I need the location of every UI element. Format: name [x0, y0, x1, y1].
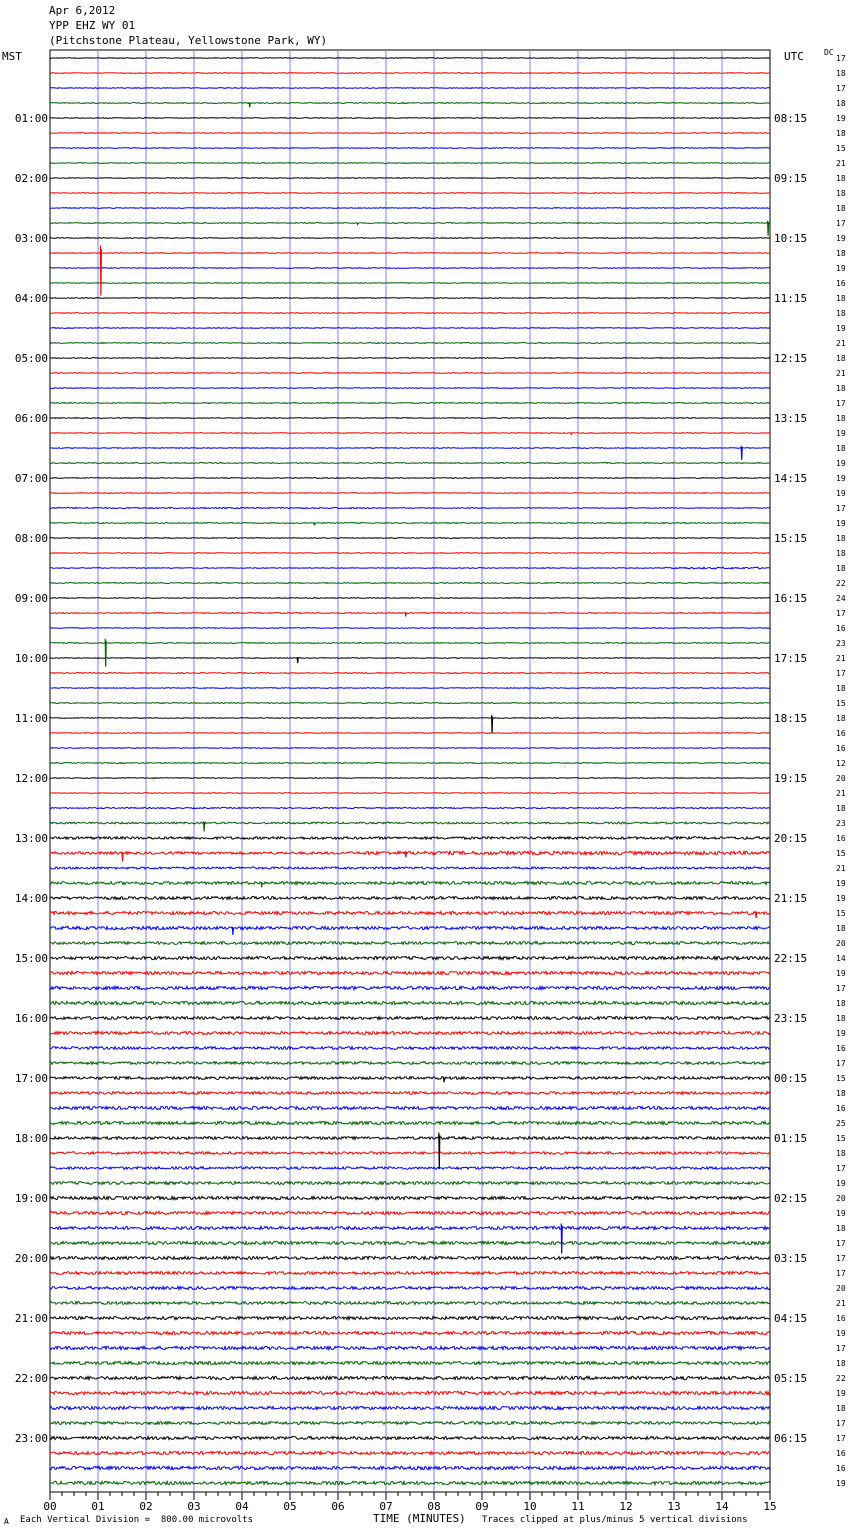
dc-offset-value: 17	[836, 1419, 846, 1428]
seismic-trace	[50, 553, 770, 554]
right-hour-label: 11:15	[774, 292, 808, 305]
seismic-trace	[50, 208, 770, 209]
seismic-trace	[50, 1316, 770, 1319]
seismic-trace	[50, 88, 770, 89]
dc-offset-value: 18	[836, 1014, 846, 1023]
seismic-trace	[50, 133, 770, 134]
seismic-trace	[50, 1001, 770, 1004]
dc-offset-value: 21	[836, 654, 846, 663]
seismic-trace	[50, 1121, 770, 1124]
event-spike	[297, 657, 298, 663]
seismic-trace	[50, 1182, 770, 1185]
seismic-trace	[50, 118, 770, 119]
dc-offset-value: 18	[836, 549, 846, 558]
x-tick-label: 02	[139, 1500, 153, 1513]
seismic-trace	[50, 763, 770, 764]
dc-offset-value: 16	[836, 834, 846, 843]
dc-offset-value: 20	[836, 1194, 846, 1203]
right-hour-label: 10:15	[774, 232, 808, 245]
seismic-trace	[50, 1451, 770, 1454]
dc-offset-value: 17	[836, 984, 846, 993]
seismic-trace	[50, 688, 770, 689]
seismic-trace	[50, 1077, 770, 1080]
left-hour-label: 02:00	[14, 172, 48, 185]
x-tick-label: 15	[763, 1500, 777, 1513]
seismic-trace	[50, 1481, 770, 1484]
seismic-trace	[50, 1106, 770, 1109]
seismic-trace	[50, 643, 770, 644]
event-spike	[314, 523, 315, 526]
dc-offset-value: 19	[836, 1029, 846, 1038]
x-tick-label: 09	[475, 1500, 489, 1513]
seismic-trace	[50, 1391, 770, 1394]
x-tick-label: 10	[523, 1500, 537, 1513]
dc-offset-value: 25	[836, 1119, 846, 1128]
dc-offset-value: 21	[836, 864, 846, 873]
seismic-trace	[50, 178, 770, 179]
event-spike	[768, 221, 769, 236]
dc-offset-value: 17	[836, 669, 846, 678]
seismic-trace	[50, 733, 770, 734]
left-hour-label: 13:00	[14, 832, 48, 845]
dc-offset-value: 18	[836, 309, 846, 318]
dc-offset-value: 19	[836, 234, 846, 243]
right-hour-label: 20:15	[774, 832, 808, 845]
dc-offset-value: 16	[836, 1464, 846, 1473]
seismic-trace	[50, 867, 770, 869]
dc-offset-value: 19	[836, 969, 846, 978]
dc-offset-value: 16	[836, 1449, 846, 1458]
x-tick-label: 08	[427, 1500, 441, 1513]
x-tick-label: 14	[715, 1500, 729, 1513]
seismic-trace	[50, 567, 770, 569]
seismic-trace	[50, 897, 770, 900]
event-spike	[571, 433, 572, 435]
event-spike	[741, 446, 742, 460]
dc-offset-value: 19	[836, 264, 846, 273]
seismic-trace	[50, 148, 770, 149]
dc-offset-value: 24	[836, 594, 846, 603]
left-hour-label: 09:00	[14, 592, 48, 605]
dc-offset-value: 19	[836, 1389, 846, 1398]
event-spike	[357, 223, 358, 225]
seismic-trace	[50, 628, 770, 629]
seismic-trace	[50, 1346, 770, 1349]
seismic-trace	[50, 268, 770, 269]
x-tick-label: 11	[571, 1500, 585, 1513]
dc-offset-value: 18	[836, 1224, 846, 1233]
dc-offset-value: 18	[836, 129, 846, 138]
event-spike	[405, 612, 406, 616]
dc-offset-value: 17	[836, 54, 846, 63]
seismic-trace	[50, 298, 770, 299]
dc-offset-value: 18	[836, 804, 846, 813]
seismic-trace	[50, 103, 770, 104]
seismic-trace	[50, 926, 770, 929]
event-spike	[122, 852, 123, 862]
left-hour-label: 05:00	[14, 352, 48, 365]
dc-offset-value: 16	[836, 1104, 846, 1113]
event-spike	[100, 246, 101, 296]
dc-offset-value: 19	[836, 324, 846, 333]
x-tick-label: 12	[619, 1500, 633, 1513]
event-spike	[405, 852, 406, 857]
station-location: (Pitchstone Plateau, Yellowstone Park, WY)	[49, 34, 328, 47]
seismic-trace	[50, 1017, 770, 1020]
dc-offset-value: 19	[836, 114, 846, 123]
seismic-trace	[50, 778, 770, 779]
dc-offset-value: 21	[836, 1299, 846, 1308]
dc-offset-value: 19	[836, 894, 846, 903]
dc-offset-value: 19	[836, 879, 846, 888]
seismic-trace	[50, 1226, 770, 1229]
dc-offset-value: 15	[836, 909, 846, 918]
left-hour-label: 22:00	[14, 1372, 48, 1385]
right-hour-label: 23:15	[774, 1012, 808, 1025]
seismic-trace	[50, 882, 770, 885]
dc-offset-value: 23	[836, 819, 846, 828]
dc-offset-value: 19	[836, 519, 846, 528]
seismic-trace	[50, 1406, 770, 1409]
seismic-trace	[50, 523, 770, 524]
dc-offset-value: 18	[836, 1089, 846, 1098]
dc-offset-value: 21	[836, 789, 846, 798]
seismic-trace	[50, 851, 770, 855]
event-spike	[439, 1133, 440, 1169]
seismic-trace	[50, 403, 770, 404]
station-code: YPP EHZ WY 01	[49, 19, 136, 32]
right-hour-label: 16:15	[774, 592, 808, 605]
event-spike	[561, 1224, 562, 1254]
right-hour-label: 21:15	[774, 892, 808, 905]
seismic-trace	[50, 613, 770, 614]
dc-offset-value: 18	[836, 189, 846, 198]
x-tick-label: 06	[331, 1500, 345, 1513]
seismic-trace	[50, 1376, 770, 1379]
seismic-trace	[50, 1241, 770, 1244]
dc-offset-value: 18	[836, 534, 846, 543]
dc-offset-value: 15	[836, 1074, 846, 1083]
dc-offset-value: 22	[836, 1374, 846, 1383]
dc-offset-value: 21	[836, 369, 846, 378]
dc-offset-value: 18	[836, 999, 846, 1008]
dc-offset-value: 15	[836, 849, 846, 858]
footer-marker: A	[4, 1517, 9, 1526]
dc-offset-value: 16	[836, 729, 846, 738]
dc-offset-value: 15	[836, 144, 846, 153]
seismic-trace	[50, 583, 770, 584]
dc-offset-value: 16	[836, 1314, 846, 1323]
seismic-trace	[50, 598, 770, 599]
seismic-trace	[50, 1032, 770, 1035]
event-spike	[105, 639, 106, 667]
dc-offset-value: 17	[836, 1344, 846, 1353]
event-spike	[261, 882, 262, 887]
left-hour-label: 03:00	[14, 232, 48, 245]
dc-offset-value: 23	[836, 639, 846, 648]
seismic-trace	[50, 1196, 770, 1199]
seismic-trace	[50, 1422, 770, 1425]
left-hour-label: 10:00	[14, 652, 48, 665]
dc-offset-value: 18	[836, 924, 846, 933]
x-tick-label: 00	[43, 1500, 57, 1513]
seismic-trace	[50, 223, 770, 224]
x-tick-label: 01	[91, 1500, 105, 1513]
recording-date: Apr 6,2012	[49, 4, 116, 17]
dc-offset-value: 18	[836, 99, 846, 108]
dc-offset-value: 19	[836, 489, 846, 498]
dc-offset-value: 19	[836, 1329, 846, 1338]
seismic-trace	[50, 971, 770, 974]
seismic-trace	[50, 358, 770, 359]
left-hour-label: 17:00	[14, 1072, 48, 1085]
right-hour-label: 09:15	[774, 172, 808, 185]
dc-offset-value: 17	[836, 399, 846, 408]
seismic-trace	[50, 1256, 770, 1259]
dc-offset-value: 12	[836, 759, 846, 768]
seismic-trace	[50, 283, 770, 284]
right-hour-label: 14:15	[774, 472, 808, 485]
seismic-trace	[50, 388, 770, 389]
right-hour-label: 06:15	[774, 1432, 808, 1445]
left-hour-label: 04:00	[14, 292, 48, 305]
right-hour-label: 04:15	[774, 1312, 808, 1325]
dc-offset-value: 17	[836, 1239, 846, 1248]
dc-offset-value: 17	[836, 84, 846, 93]
dc-offset-value: 18	[836, 1149, 846, 1158]
dc-offset-value: 15	[836, 699, 846, 708]
right-hour-label: 03:15	[774, 1252, 808, 1265]
right-hour-label: 12:15	[774, 352, 808, 365]
left-hour-label: 18:00	[14, 1132, 48, 1145]
right-hour-label: 01:15	[774, 1132, 808, 1145]
left-hour-label: 14:00	[14, 892, 48, 905]
seismic-trace	[50, 1137, 770, 1140]
seismic-trace	[50, 253, 770, 254]
seismic-trace	[50, 956, 770, 959]
right-hour-label: 08:15	[774, 112, 808, 125]
right-hour-label: 00:15	[774, 1072, 808, 1085]
left-axis-title: MST	[2, 50, 22, 63]
seismic-trace	[50, 1211, 770, 1214]
right-hour-label: 19:15	[774, 772, 808, 785]
dc-offset-value: 17	[836, 504, 846, 513]
seismic-trace	[50, 193, 770, 194]
plot-frame	[50, 50, 770, 1492]
event-spike	[232, 927, 233, 935]
clip-note: Traces clipped at plus/minus 5 vertical divisions	[482, 1515, 748, 1525]
dc-offset-value: 19	[836, 1209, 846, 1218]
seismic-trace	[50, 822, 770, 824]
left-hour-label: 08:00	[14, 532, 48, 545]
dc-offset-value: 18	[836, 294, 846, 303]
dc-offset-value: 18	[836, 444, 846, 453]
right-hour-label: 22:15	[774, 952, 808, 965]
seismic-trace	[50, 793, 770, 794]
left-hour-label: 01:00	[14, 112, 48, 125]
dc-offset-value: 18	[836, 204, 846, 213]
dc-offset-value: 16	[836, 279, 846, 288]
seismic-trace	[50, 418, 770, 419]
x-tick-label: 03	[187, 1500, 201, 1513]
right-hour-label: 13:15	[774, 412, 808, 425]
seismic-trace	[50, 718, 770, 719]
dc-offset-value: 14	[836, 954, 846, 963]
trace-layer	[50, 58, 770, 1485]
left-hour-label: 06:00	[14, 412, 48, 425]
seismic-trace	[50, 343, 770, 344]
right-axis-title: UTC	[784, 50, 804, 63]
left-hour-label: 20:00	[14, 1252, 48, 1265]
left-hour-label: 07:00	[14, 472, 48, 485]
label-layer	[15, 54, 846, 1513]
seismic-trace	[50, 163, 770, 164]
dc-offset-value: 22	[836, 579, 846, 588]
dc-offset-value: 18	[836, 684, 846, 693]
seismic-trace	[50, 658, 770, 659]
dc-offset-value: 17	[836, 219, 846, 228]
scale-note: Each Vertical Division = 800.00 microvolts	[20, 1515, 253, 1525]
event-spike	[492, 715, 493, 733]
seismic-trace	[50, 1062, 770, 1065]
dc-column-title: DC	[824, 48, 834, 57]
dc-offset-value: 18	[836, 714, 846, 723]
dc-offset-value: 20	[836, 939, 846, 948]
left-hour-label: 21:00	[14, 1312, 48, 1325]
dc-offset-value: 17	[836, 1254, 846, 1263]
dc-offset-value: 20	[836, 1284, 846, 1293]
seismic-trace	[50, 478, 770, 479]
seismic-trace	[50, 238, 770, 239]
dc-offset-value: 18	[836, 564, 846, 573]
dc-offset-value: 18	[836, 384, 846, 393]
dc-offset-value: 17	[836, 1059, 846, 1068]
dc-offset-value: 18	[836, 69, 846, 78]
x-axis-title: TIME (MINUTES)	[373, 1512, 466, 1525]
dc-offset-value: 16	[836, 1044, 846, 1053]
left-hour-label: 11:00	[14, 712, 48, 725]
seismic-trace	[50, 1331, 770, 1334]
right-hour-label: 15:15	[774, 532, 808, 545]
seismic-trace	[50, 463, 770, 464]
seismic-trace	[50, 1152, 770, 1155]
seismic-trace	[50, 493, 770, 494]
dc-offset-value: 17	[836, 1164, 846, 1173]
seismic-trace	[50, 703, 770, 704]
x-tick-label: 05	[283, 1500, 297, 1513]
dc-offset-value: 16	[836, 624, 846, 633]
seismic-trace	[50, 1167, 770, 1170]
right-hour-label: 17:15	[774, 652, 808, 665]
left-hour-label: 15:00	[14, 952, 48, 965]
seismic-trace	[50, 73, 770, 74]
dc-offset-value: 19	[836, 1479, 846, 1488]
event-spike	[249, 102, 250, 107]
seismic-trace	[50, 673, 770, 674]
seismic-trace	[50, 942, 770, 945]
seismic-trace	[50, 1466, 770, 1469]
left-hour-label: 19:00	[14, 1192, 48, 1205]
seismic-trace	[50, 748, 770, 749]
dc-offset-value: 21	[836, 159, 846, 168]
right-hour-label: 18:15	[774, 712, 808, 725]
seismic-trace	[50, 1272, 770, 1275]
seismic-trace	[50, 313, 770, 314]
seismic-trace	[50, 538, 770, 539]
seismic-trace	[50, 1287, 770, 1290]
dc-offset-value: 18	[836, 1359, 846, 1368]
dc-offset-value: 18	[836, 174, 846, 183]
seismic-trace	[50, 1092, 770, 1095]
event-spike	[756, 912, 757, 918]
seismic-trace	[50, 986, 770, 989]
seismic-trace	[50, 807, 770, 808]
dc-offset-value: 19	[836, 474, 846, 483]
seismic-trace	[50, 1047, 770, 1050]
left-hour-label: 16:00	[14, 1012, 48, 1025]
event-spike	[444, 1077, 445, 1082]
dc-offset-value: 17	[836, 1434, 846, 1443]
seismic-trace	[50, 1302, 770, 1305]
dc-offset-value: 19	[836, 459, 846, 468]
dc-offset-value: 18	[836, 1404, 846, 1413]
seismic-trace	[50, 373, 770, 374]
dc-offset-value: 15	[836, 1134, 846, 1143]
dc-offset-value: 18	[836, 249, 846, 258]
dc-offset-value: 17	[836, 1269, 846, 1278]
dc-offset-value: 18	[836, 354, 846, 363]
seismic-trace	[50, 507, 770, 508]
dc-offset-value: 20	[836, 774, 846, 783]
left-hour-label: 12:00	[14, 772, 48, 785]
right-hour-label: 05:15	[774, 1372, 808, 1385]
seismic-trace	[50, 58, 770, 59]
seismic-trace	[50, 448, 770, 449]
x-tick-label: 13	[667, 1500, 681, 1513]
dc-offset-value: 21	[836, 339, 846, 348]
seismic-trace	[50, 911, 770, 914]
seismic-trace	[50, 1436, 770, 1439]
dc-offset-value: 19	[836, 429, 846, 438]
seismic-trace	[50, 433, 770, 434]
event-spike	[204, 822, 205, 832]
seismic-trace	[50, 1361, 770, 1364]
dc-offset-value: 19	[836, 1179, 846, 1188]
x-tick-label: 04	[235, 1500, 249, 1513]
x-tick-label: 07	[379, 1500, 393, 1513]
dc-offset-value: 16	[836, 744, 846, 753]
seismic-trace	[50, 328, 770, 329]
seismic-trace	[50, 837, 770, 840]
dc-offset-value: 17	[836, 609, 846, 618]
right-hour-label: 02:15	[774, 1192, 808, 1205]
left-hour-label: 23:00	[14, 1432, 48, 1445]
dc-offset-value: 18	[836, 414, 846, 423]
